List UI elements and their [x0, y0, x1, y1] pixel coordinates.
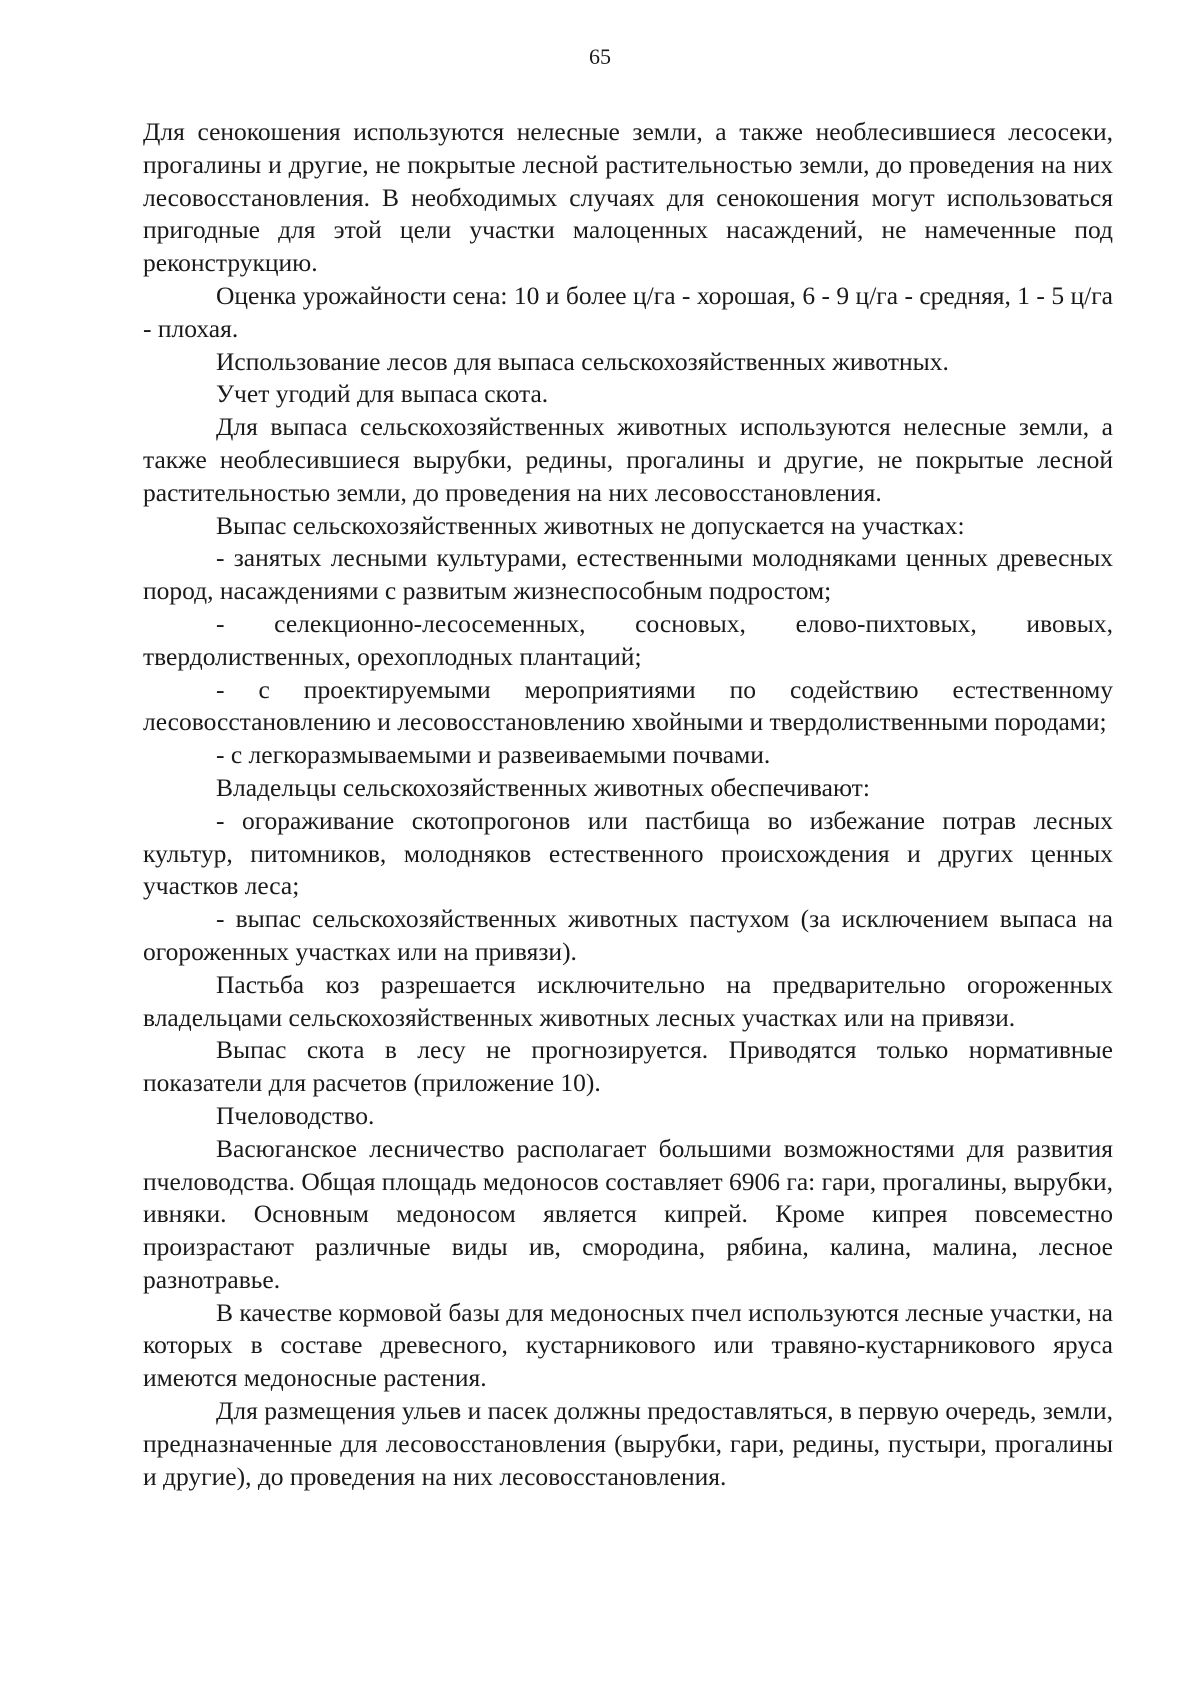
paragraph-goat-grazing: Пастьба коз разрешается исключительно на предварительно огороженных владельцами сельскохозяйственных животных лесных участках или на привязи. — [143, 969, 1113, 1032]
paragraph-apiary-placement: Для размещения ульев и пасек должны предоставляться, в первую очередь, земли, предназначенные для лесовосстановления (вырубки, гари, редины, пустыри, прогалины и другие), до проведения на них лесовосстановления. — [143, 1396, 1113, 1491]
subheading-pasture-accounting: Учет угодий для выпаса скота. — [216, 379, 549, 409]
list-item-regeneration: - с проектируемыми мероприятиями по содействию естественному лесовосстановлению и лесовосстановлению хвойными и твердолиственными породами; — [143, 674, 1113, 737]
list-item-fencing: - огораживание скотопрогонов или пастбища во избежание потрав лесных культур, питомников, молодняков естественного происхождения и других ценных участков леса; — [143, 805, 1113, 901]
paragraph-hay-yield: Оценка урожайности сена: 10 и более ц/га - хорошая, 6 - 9 ц/га - средняя, 1 - 5 ц/га - плохая. — [143, 280, 1113, 343]
list-item-forest-cultures: - занятых лесными культурами, естественными молодняками ценных древесных пород, насаждениями с развитым жизнеспособным подростом; — [143, 543, 1113, 606]
paragraph-grazing-forecast: Выпас скота в лесу не прогнозируется. Приводятся только нормативные показатели для расчетов (приложение 10). — [143, 1035, 1113, 1098]
paragraph-grazing-prohibited: Выпас сельскохозяйственных животных не допускается на участках: — [216, 510, 965, 540]
list-item-erodible-soils: - с легкоразмываемыми и развеиваемыми почвами. — [216, 740, 771, 770]
document-body — [143, 116, 1113, 1493]
section-heading-beekeeping: Пчеловодство. — [216, 1100, 375, 1130]
paragraph-beekeeping-potential: Васюганское лесничество располагает большими возможностями для развития пчеловодства. Общая площадь медоносов составляет 6906 га: гари, прогалины, вырубки, ивняки. Основным медоносом является кипрей. Кроме кипрея повсеместно произрастают различные виды ив, смородина, рябина, калина, малина, лесное разнотравье. — [143, 1133, 1113, 1294]
page-number: 65 — [589, 44, 611, 69]
paragraph-forage-base: В качестве кормовой базы для медоносных пчел используются лесные участки, на которых в составе древесного, кустарникового или травяно-кустарникового яруса имеются медоносные растения. — [143, 1297, 1113, 1393]
list-item-herdsman: - выпас сельскохозяйственных животных пастухом (за исключением выпаса на огороженных участках или на привязи). — [143, 904, 1113, 966]
paragraph-haymaking: Для сенокошения используются нелесные земли, а также необлесившиеся лесосеки, прогалины и другие, не покрытые лесной растительностью земли, до проведения на них лесовосстановления. В необходимых случаях для сенокошения могут использоваться пригодные для этой цели участки малоценных насаждений, не намеченные под реконструкцию. — [143, 117, 1113, 278]
paragraph-grazing-lands: Для выпаса сельскохозяйственных животных используются нелесные земли, а также необлесившиеся вырубки, редины, прогалины и другие, не покрытые лесной растительностью земли, до проведения на них лесовосстановления. — [143, 412, 1113, 507]
paragraph-owners-provide: Владельцы сельскохозяйственных животных обеспечивают: — [216, 772, 870, 802]
list-item-plantations: - селекционно-лесосеменных, сосновых, елово-пихтовых, ивовых, твердолиственных, орехоплодных плантаций; — [143, 608, 1113, 671]
section-heading-grazing: Использование лесов для выпаса сельскохозяйственных животных. — [216, 346, 949, 376]
